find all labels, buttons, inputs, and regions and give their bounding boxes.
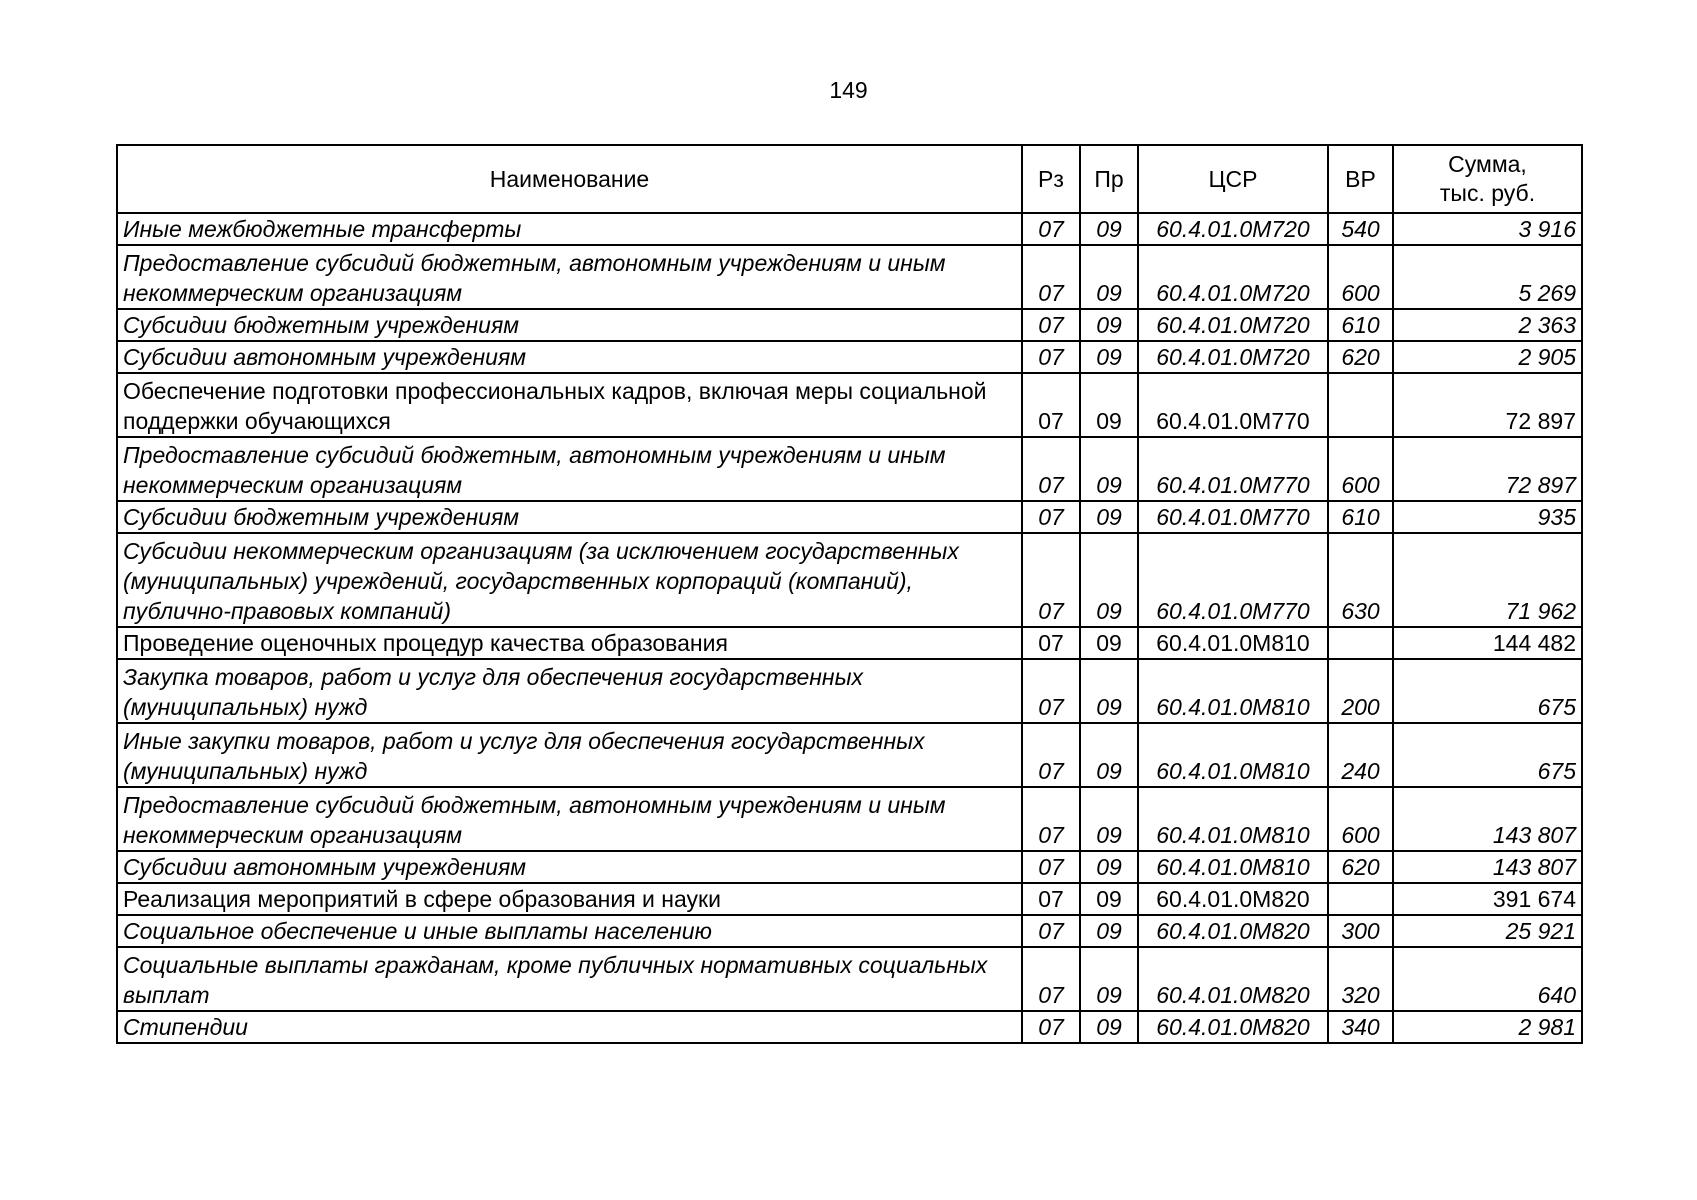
- row-rz-cell: 07: [1022, 501, 1080, 533]
- row-csr-cell: 60.4.01.0М810: [1138, 787, 1328, 851]
- row-csr-cell: 60.4.01.0М820: [1138, 1011, 1328, 1043]
- row-csr-cell: 60.4.01.0М810: [1138, 627, 1328, 659]
- row-csr-cell: 60.4.01.0М770: [1138, 501, 1328, 533]
- row-vr-cell: [1328, 373, 1393, 437]
- table-row: [117, 915, 1582, 947]
- header-rz: Рз: [1022, 145, 1080, 213]
- row-csr-cell: 60.4.01.0М810: [1138, 851, 1328, 883]
- row-name-cell: Закупка товаров, работ и услуг для обеспечения государственных (муниципальных) нужд: [117, 659, 1022, 723]
- row-csr-cell: 60.4.01.0М720: [1138, 245, 1328, 309]
- header-name: Наименование: [117, 145, 1022, 213]
- row-rz-cell: 07: [1022, 341, 1080, 373]
- row-csr-cell: 60.4.01.0М820: [1138, 915, 1328, 947]
- row-pr-cell: 09: [1080, 915, 1138, 947]
- header-pr: Пр: [1080, 145, 1138, 213]
- table-row: [117, 309, 1582, 341]
- row-name-cell: Субсидии некоммерческим организациям (за исключением государственных (муниципальных) учреждений, государственных корпораций (компаний), публично-правовых компаний): [117, 533, 1022, 627]
- table-row: [117, 341, 1582, 373]
- row-name-cell: Предоставление субсидий бюджетным, автономным учреждениям и иным некоммерческим организациям: [117, 437, 1022, 501]
- table-row: [117, 373, 1582, 437]
- row-pr-cell: 09: [1080, 309, 1138, 341]
- table-row: [117, 947, 1582, 1011]
- row-vr-cell: [1328, 883, 1393, 915]
- row-sum-cell: 143 807: [1393, 851, 1582, 883]
- row-sum-cell: 2 981: [1393, 1011, 1582, 1043]
- row-vr-cell: 340: [1328, 1011, 1393, 1043]
- row-rz-cell: 07: [1022, 915, 1080, 947]
- row-sum-cell: 72 897: [1393, 373, 1582, 437]
- row-pr-cell: 09: [1080, 213, 1138, 245]
- row-rz-cell: 07: [1022, 245, 1080, 309]
- row-name-cell: Иные межбюджетные трансферты: [117, 213, 1022, 245]
- row-name-cell: Субсидии автономным учреждениям: [117, 341, 1022, 373]
- row-csr-cell: 60.4.01.0М720: [1138, 341, 1328, 373]
- table-row: [117, 659, 1582, 723]
- row-name-cell: Предоставление субсидий бюджетным, автономным учреждениям и иным некоммерческим организациям: [117, 245, 1022, 309]
- table-header-row: [117, 145, 1582, 213]
- row-pr-cell: 09: [1080, 1011, 1138, 1043]
- row-sum-cell: 25 921: [1393, 915, 1582, 947]
- row-vr-cell: 320: [1328, 947, 1393, 1011]
- table-row: [117, 245, 1582, 309]
- row-pr-cell: 09: [1080, 245, 1138, 309]
- row-rz-cell: 07: [1022, 883, 1080, 915]
- row-sum-cell: 640: [1393, 947, 1582, 1011]
- row-name-cell: Реализация мероприятий в сфере образования и науки: [117, 883, 1022, 915]
- row-vr-cell: 600: [1328, 245, 1393, 309]
- row-vr-cell: 300: [1328, 915, 1393, 947]
- row-sum-cell: 675: [1393, 659, 1582, 723]
- row-name-cell: Предоставление субсидий бюджетным, автономным учреждениям и иным некоммерческим организациям: [117, 787, 1022, 851]
- row-csr-cell: 60.4.01.0М810: [1138, 723, 1328, 787]
- header-vr: ВР: [1328, 145, 1393, 213]
- row-name-cell: Стипендии: [117, 1011, 1022, 1043]
- row-name-cell: Субсидии бюджетным учреждениям: [117, 501, 1022, 533]
- row-sum-cell: 2 905: [1393, 341, 1582, 373]
- header-sum: Сумма, тыс. руб.: [1393, 145, 1582, 213]
- row-vr-cell: 610: [1328, 309, 1393, 341]
- row-sum-cell: 72 897: [1393, 437, 1582, 501]
- budget-table: [116, 144, 1583, 1044]
- row-rz-cell: 07: [1022, 533, 1080, 627]
- row-vr-cell: 200: [1328, 659, 1393, 723]
- row-vr-cell: 240: [1328, 723, 1393, 787]
- row-csr-cell: 60.4.01.0М720: [1138, 309, 1328, 341]
- row-sum-cell: 2 363: [1393, 309, 1582, 341]
- row-pr-cell: 09: [1080, 883, 1138, 915]
- row-pr-cell: 09: [1080, 373, 1138, 437]
- row-pr-cell: 09: [1080, 947, 1138, 1011]
- row-rz-cell: 07: [1022, 373, 1080, 437]
- row-vr-cell: 610: [1328, 501, 1393, 533]
- row-sum-cell: 3 916: [1393, 213, 1582, 245]
- row-pr-cell: 09: [1080, 341, 1138, 373]
- table-row: [117, 437, 1582, 501]
- row-vr-cell: [1328, 627, 1393, 659]
- row-sum-cell: 143 807: [1393, 787, 1582, 851]
- table-row: [117, 533, 1582, 627]
- row-pr-cell: 09: [1080, 533, 1138, 627]
- row-vr-cell: 600: [1328, 437, 1393, 501]
- row-pr-cell: 09: [1080, 501, 1138, 533]
- row-sum-cell: 71 962: [1393, 533, 1582, 627]
- row-pr-cell: 09: [1080, 659, 1138, 723]
- table-row: [117, 627, 1582, 659]
- row-csr-cell: 60.4.01.0М810: [1138, 659, 1328, 723]
- row-csr-cell: 60.4.01.0М770: [1138, 533, 1328, 627]
- row-sum-cell: 675: [1393, 723, 1582, 787]
- row-csr-cell: 60.4.01.0М820: [1138, 883, 1328, 915]
- row-vr-cell: 620: [1328, 341, 1393, 373]
- table-row: [117, 501, 1582, 533]
- table-row: [117, 1011, 1582, 1043]
- row-pr-cell: 09: [1080, 787, 1138, 851]
- row-vr-cell: 630: [1328, 533, 1393, 627]
- row-name-cell: Субсидии автономным учреждениям: [117, 851, 1022, 883]
- row-name-cell: Иные закупки товаров, работ и услуг для обеспечения государственных (муниципальных) нужд: [117, 723, 1022, 787]
- row-name-cell: Обеспечение подготовки профессиональных кадров, включая меры социальной поддержки обучающихся: [117, 373, 1022, 437]
- row-rz-cell: 07: [1022, 787, 1080, 851]
- row-csr-cell: 60.4.01.0М820: [1138, 947, 1328, 1011]
- row-sum-cell: 5 269: [1393, 245, 1582, 309]
- row-csr-cell: 60.4.01.0М770: [1138, 437, 1328, 501]
- row-name-cell: Социальное обеспечение и иные выплаты населению: [117, 915, 1022, 947]
- row-rz-cell: 07: [1022, 851, 1080, 883]
- table-row: [117, 213, 1582, 245]
- row-pr-cell: 09: [1080, 851, 1138, 883]
- table-row: [117, 883, 1582, 915]
- header-csr: ЦСР: [1138, 145, 1328, 213]
- row-rz-cell: 07: [1022, 1011, 1080, 1043]
- row-pr-cell: 09: [1080, 437, 1138, 501]
- row-csr-cell: 60.4.01.0М770: [1138, 373, 1328, 437]
- row-rz-cell: 07: [1022, 309, 1080, 341]
- row-sum-cell: 144 482: [1393, 627, 1582, 659]
- row-rz-cell: 07: [1022, 437, 1080, 501]
- row-pr-cell: 09: [1080, 723, 1138, 787]
- row-rz-cell: 07: [1022, 723, 1080, 787]
- row-name-cell: Социальные выплаты гражданам, кроме публичных нормативных социальных выплат: [117, 947, 1022, 1011]
- row-name-cell: Проведение оценочных процедур качества образования: [117, 627, 1022, 659]
- page-number: 149: [829, 77, 868, 103]
- row-vr-cell: 540: [1328, 213, 1393, 245]
- row-rz-cell: 07: [1022, 213, 1080, 245]
- row-rz-cell: 07: [1022, 947, 1080, 1011]
- table-row: [117, 787, 1582, 851]
- row-vr-cell: 600: [1328, 787, 1393, 851]
- table-row: [117, 723, 1582, 787]
- row-csr-cell: 60.4.01.0М720: [1138, 213, 1328, 245]
- row-sum-cell: 935: [1393, 501, 1582, 533]
- row-pr-cell: 09: [1080, 627, 1138, 659]
- table-body: [117, 213, 1582, 1043]
- row-vr-cell: 620: [1328, 851, 1393, 883]
- table-row: [117, 851, 1582, 883]
- row-name-cell: Субсидии бюджетным учреждениям: [117, 309, 1022, 341]
- row-rz-cell: 07: [1022, 627, 1080, 659]
- row-sum-cell: 391 674: [1393, 883, 1582, 915]
- row-rz-cell: 07: [1022, 659, 1080, 723]
